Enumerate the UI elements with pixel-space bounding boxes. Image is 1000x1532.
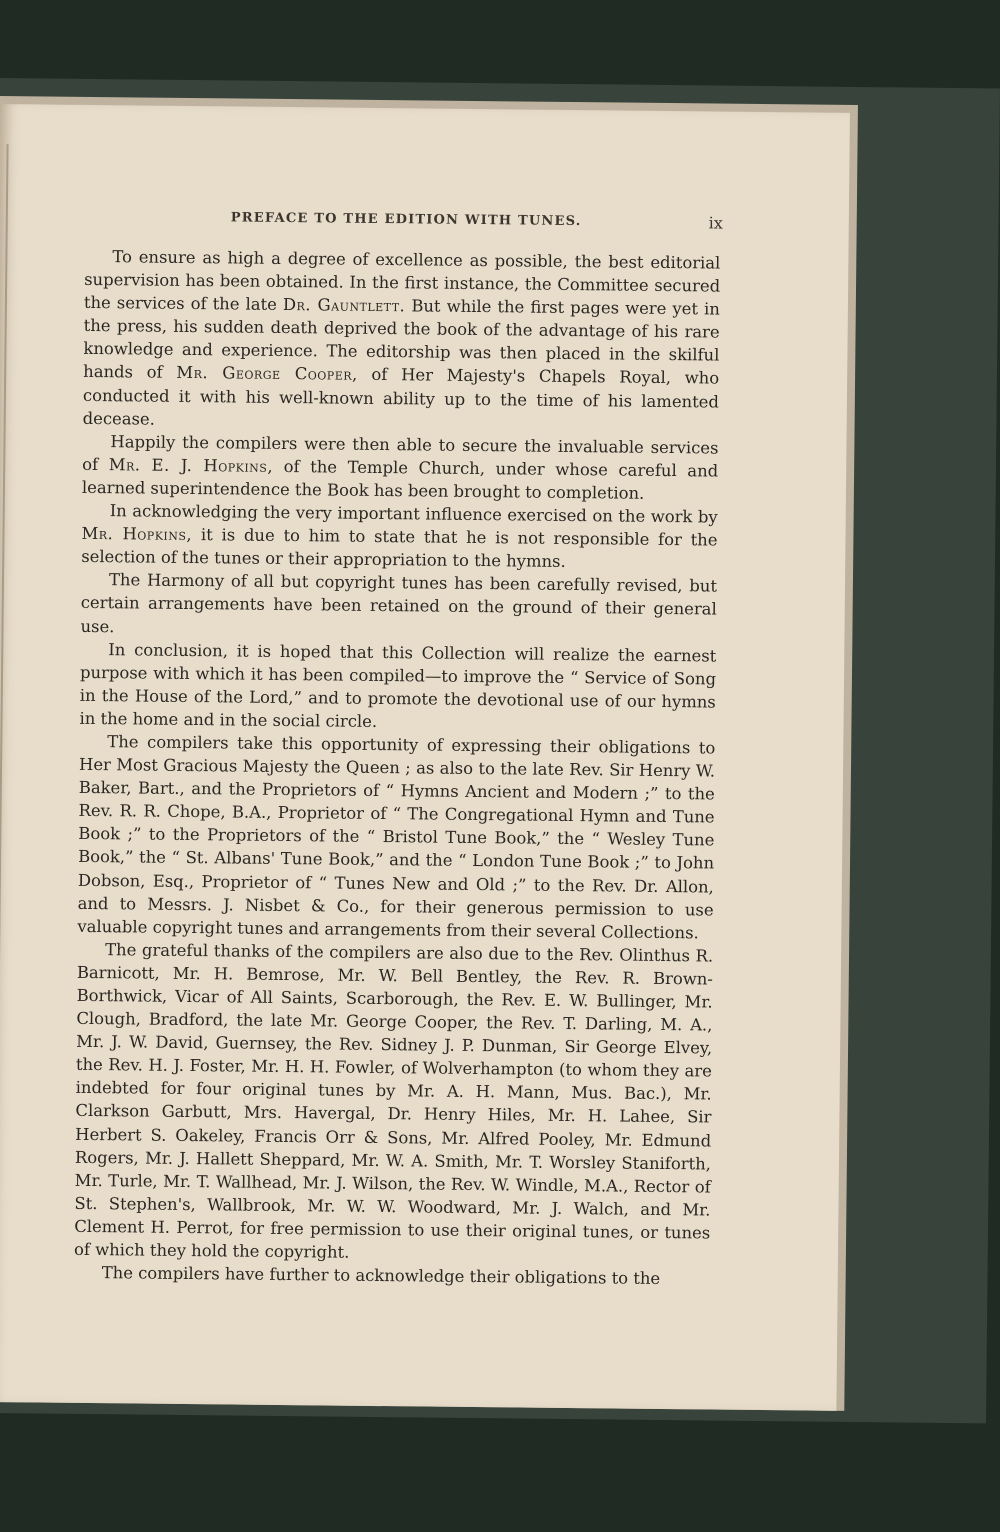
paragraph-6: The compilers take this opportunity of expressing their obligations to Her Most Gracious Majesty the Queen ; as also to the late Rev. Sir Henry W. Baker, Bart., and the Proprietors of “ Hymns Ancient and Modern ;” to the Rev. R. R. Chope, B.A., Proprietor of “ The Congregational Hymn and Tune Book ;” to the Proprietors of the “ Bristol Tune Book,” the “ Wesley Tune Book,” the “ St. Albans' Tune Book,” and the “ London Tune Book ;” to John Dobson, Esq., Proprietor of “ Tunes New and Old ;” to the Rev. Dr. Allon, and to Messrs. J. Nisbet & Co., for their generous permission to use valuable copyright tunes and arrangements from their several Collections. bbox=[77, 732, 716, 943]
paragraph-5: In conclusion, it is hoped that this Collection will realize the earnest purpose with which it has been compiled—to improve the “ Service of Song in the House of the Lord,” and to promote the devotional use of our hymns in the home and in the social circle. bbox=[79, 639, 717, 731]
person-name: Mr. E. J. Hopkins, bbox=[108, 455, 274, 476]
text-run: of the Temple Church, under whose careful and learned superintendence the Book has been brought to completion. bbox=[81, 456, 719, 503]
text-run: of Her Majesty's Chapels Royal, who conducted it with his well-known ability up to the time of his lamented decease. bbox=[82, 365, 720, 429]
person-name: Mr. Hopkins, bbox=[81, 524, 193, 545]
page-number: ix bbox=[708, 213, 723, 233]
paragraph-3 bbox=[81, 499, 718, 575]
text-run: But while the first pages were yet in the press, his sudden death deprived the book of the advantage of his rare knowledge and experience. The editorship was then placed in the skilful hands of bbox=[83, 296, 720, 383]
paragraph-8: The compilers have further to acknowledge their obligations to the bbox=[101, 1263, 661, 1289]
person-name: Dr. Gauntlett. bbox=[282, 295, 406, 316]
book-page bbox=[0, 104, 850, 1411]
text-block bbox=[74, 209, 721, 1291]
paragraph-2 bbox=[82, 430, 719, 506]
person-name: Mr. George Cooper, bbox=[176, 363, 358, 385]
text-run: In acknowledging the very important influence exercised on the work by bbox=[109, 501, 718, 527]
paragraph-4: The Harmony of all but copyright tunes has been carefully revised, but certain arrangements have been retained on the ground of their general use. bbox=[80, 570, 718, 636]
paragraph-7: The grateful thanks of the compilers are also due to the Rev. Olinthus R. Barnicott, Mr. H. Bemrose, Mr. W. Bell Bentley, the Rev. R. Brown-Borthwick, Vicar of All Saints, Scarborough, the Rev. E. W. Bullinger, Mr. Clough, Bradford, the late Mr. George Cooper, the Rev. T. Darling, M. A., Mr. J. W. David, Guernsey, the Rev. Sidney J. P. Dunman, Sir George Elvey, the Rev. H. J. Foster, Mr. H. H. Fowler, of Wolverhampton (to whom they are indebted for four original tunes by Mr. A. H. Mann, Mus. Bac.), Mr. Clarkson Garbutt, Mrs. Havergal, Dr. Henry Hiles, Mr. H. Lahee, Sir Herbert S. Oakeley, Francis Orr & Sons, Mr. Alfred Pooley, Mr. Edmund Rogers, Mr. J. Hallett Sheppard, Mr. W. A. Smith, Mr. T. Worsley Staniforth, Mr. Turle, Mr. T. Wallhead, Mr. J. Wilson, the Rev. W. Windle, M.A., Rector of St. Stephen's, Wallbrook, Mr. W. W. Woodward, Mr. J. Walch, and Mr. Clement H. Perrot, for free permission to use their original tunes, or tunes of which they hold the copyright. bbox=[73, 939, 714, 1262]
text-run: To ensure as high a degree of excellence as possible, the best editorial supervision has been obtained. In the first instance, the Committee secured the services of the late bbox=[83, 247, 721, 315]
page-gutter bbox=[0, 144, 9, 1384]
text-run: Happily the compilers were then able to secure the invaluable services of bbox=[82, 431, 719, 475]
paragraph-1 bbox=[83, 245, 721, 436]
page-header bbox=[85, 209, 721, 246]
running-head: PREFACE TO THE EDITION WITH TUNES. bbox=[230, 210, 582, 230]
text-run: it is due to him to state that he is not responsible for the selection of the tunes or their appropriation to the hymns. bbox=[81, 525, 718, 572]
